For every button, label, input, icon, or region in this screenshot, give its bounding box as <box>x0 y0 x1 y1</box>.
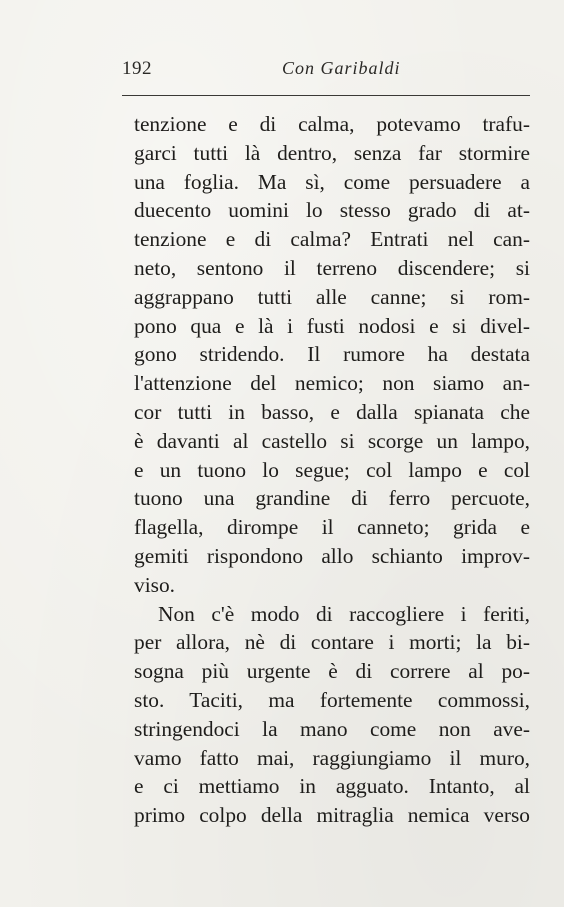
text-line: e ci mettiamo in agguato. Intanto, al <box>134 774 530 799</box>
text-line: garci tutti là dentro, senza far stormire <box>134 140 530 165</box>
text-line: cor tutti in basso, e dalla spianata che <box>134 399 530 424</box>
header-rule <box>122 95 530 96</box>
text-line: neto, sentono il terreno discendere; si <box>134 255 530 280</box>
text-line: stringendoci la mano come non ave- <box>134 716 530 741</box>
text-line: è davanti al castello si scorge un lampo, <box>134 428 530 453</box>
body-text <box>134 110 530 830</box>
page-number: 192 <box>122 58 152 79</box>
text-line: tuono una grandine di ferro percuote, <box>134 486 530 511</box>
text-line: gemiti rispondono allo schianto improv- <box>134 543 530 568</box>
text-line: l'attenzione del nemico; non siamo an- <box>134 371 530 396</box>
text-line: pono qua e là i fusti nodosi e si divel- <box>134 313 530 338</box>
text-line: primo colpo della mitraglia nemica verso <box>134 803 530 828</box>
text-line: gono stridendo. Il rumore ha destata <box>134 342 530 367</box>
paragraph-end-line: viso. <box>134 572 176 597</box>
paragraph-start-line: Non c'è modo di raccogliere i feriti, <box>158 601 530 626</box>
text-line: sogna più urgente è di correre al po- <box>134 659 530 684</box>
text-line: aggrappano tutti alle canne; si rom- <box>134 284 530 309</box>
running-title: Con Garibaldi <box>282 58 401 78</box>
text-line: sto. Taciti, ma fortemente commossi, <box>134 687 530 712</box>
text-line: tenzione e di calma, potevamo trafu- <box>134 112 530 136</box>
text-line: e un tuono lo segue; col lampo e col <box>134 457 530 482</box>
text-line: per allora, nè di contare i morti; la bi- <box>134 630 530 655</box>
text-line: tenzione e di calma? Entrati nel can- <box>134 227 530 252</box>
text-line: duecento uomini lo stesso grado di at- <box>134 198 530 223</box>
text-line: una foglia. Ma sì, come persuadere a <box>134 169 530 194</box>
text-line: flagella, dirompe il canneto; grida e <box>134 515 530 540</box>
page-header <box>122 58 532 88</box>
text-line: vamo fatto mai, raggiungiamo il muro, <box>134 745 530 770</box>
